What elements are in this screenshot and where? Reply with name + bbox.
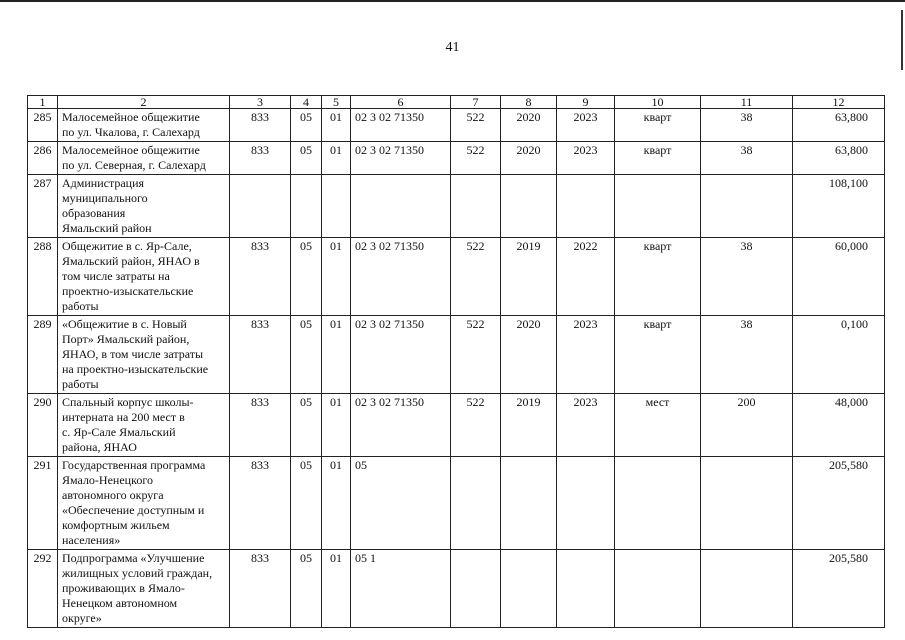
cell-col-10	[615, 457, 701, 550]
row-name-line: образования	[62, 206, 126, 220]
cell-col-11	[701, 457, 793, 550]
row-name-line: «Обеспечение доступным и	[62, 503, 205, 517]
row-name-line: работы	[62, 377, 99, 391]
col-header-4: 4	[291, 96, 322, 109]
cell-col-5: 01	[322, 316, 351, 394]
row-name-line: ЯНАО, в том числе затраты	[62, 347, 204, 361]
cell-col-9	[557, 550, 615, 628]
row-name	[58, 142, 230, 175]
cell-col-5: 01	[322, 457, 351, 550]
header-row	[28, 96, 885, 109]
row-name-line: комфортным жильем	[62, 518, 170, 532]
table-row	[28, 238, 885, 316]
cell-col-11: 38	[701, 109, 793, 142]
row-name-line: по ул. Северная, г. Салехард	[62, 158, 206, 172]
row-number: 285	[28, 109, 58, 142]
cell-col-12: 108,100	[793, 175, 885, 238]
row-name-line: Малосемейное общежитие	[62, 143, 200, 157]
cell-col-9: 2023	[557, 394, 615, 457]
row-name-line: Малосемейное общежитие	[62, 110, 200, 124]
row-name-line: Ненецком автономном	[62, 596, 178, 610]
cell-col-4: 05	[291, 238, 322, 316]
cell-col-3	[230, 175, 291, 238]
cell-col-11: 38	[701, 316, 793, 394]
cell-col-12: 205,580	[793, 550, 885, 628]
cell-col-9: 2023	[557, 109, 615, 142]
col-header-5: 5	[322, 96, 351, 109]
cell-col-10: кварт	[615, 316, 701, 394]
cell-col-5: 01	[322, 142, 351, 175]
row-name-line: Спальный корпус школы-	[62, 395, 194, 409]
row-name-line: с. Яр-Сале Ямальский	[62, 425, 176, 439]
cell-col-5: 01	[322, 109, 351, 142]
row-name-line: Ямало-Ненецкого	[62, 473, 153, 487]
cell-col-4: 05	[291, 142, 322, 175]
cell-col-7: 522	[451, 142, 501, 175]
row-name-line: района, ЯНАО	[62, 440, 137, 454]
row-number: 286	[28, 142, 58, 175]
col-header-11: 11	[701, 96, 793, 109]
cell-col-10	[615, 550, 701, 628]
cell-col-6: 02 3 02 71350	[351, 394, 451, 457]
row-name-line: Порт» Ямальский район,	[62, 332, 190, 346]
row-name-line: по ул. Чкалова, г. Салехард	[62, 125, 200, 139]
page-number: 41	[445, 40, 460, 55]
table-row	[28, 109, 885, 142]
cell-col-12: 48,000	[793, 394, 885, 457]
col-header-8: 8	[501, 96, 557, 109]
row-name-line: проживающих в Ямало-	[62, 581, 185, 595]
cell-col-6: 05 1	[351, 550, 451, 628]
cell-col-8: 2020	[501, 316, 557, 394]
row-name-line: Администрация	[62, 176, 145, 190]
cell-col-6: 02 3 02 71350	[351, 142, 451, 175]
cell-col-9: 2023	[557, 142, 615, 175]
row-name-line: жилищных условий граждан,	[62, 566, 213, 580]
table-row	[28, 175, 885, 238]
cell-col-7: 522	[451, 394, 501, 457]
cell-col-3: 833	[230, 142, 291, 175]
row-name-line: проектно-изыскательские	[62, 284, 194, 298]
col-header-7: 7	[451, 96, 501, 109]
cell-col-11: 38	[701, 238, 793, 316]
row-name-line: Государственная программа	[62, 458, 206, 472]
row-name-line: округе»	[62, 611, 102, 625]
row-name-line: Ямальский район	[62, 221, 152, 235]
cell-col-10: кварт	[615, 109, 701, 142]
row-name	[58, 394, 230, 457]
row-number: 290	[28, 394, 58, 457]
row-name	[58, 550, 230, 628]
cell-col-3: 833	[230, 316, 291, 394]
top-rule	[0, 0, 905, 2]
cell-col-4	[291, 175, 322, 238]
table-row	[28, 550, 885, 628]
cell-col-5	[322, 175, 351, 238]
cell-col-12: 63,800	[793, 142, 885, 175]
cell-col-3: 833	[230, 238, 291, 316]
cell-col-3: 833	[230, 109, 291, 142]
col-header-9: 9	[557, 96, 615, 109]
cell-col-11	[701, 550, 793, 628]
cell-col-7	[451, 457, 501, 550]
cell-col-6	[351, 175, 451, 238]
cell-col-10: кварт	[615, 142, 701, 175]
cell-col-9: 2022	[557, 238, 615, 316]
cell-col-12: 205,580	[793, 457, 885, 550]
cell-col-3: 833	[230, 550, 291, 628]
cell-col-9	[557, 457, 615, 550]
cell-col-3: 833	[230, 457, 291, 550]
budget-table	[27, 95, 885, 628]
row-name-line: Ямальский район, ЯНАО в	[62, 254, 200, 268]
cell-col-8: 2020	[501, 109, 557, 142]
cell-col-5: 01	[322, 550, 351, 628]
row-name-line: муниципального	[62, 191, 148, 205]
row-name-line: «Общежитие в с. Новый	[62, 317, 187, 331]
row-name	[58, 109, 230, 142]
cell-col-8	[501, 175, 557, 238]
cell-col-7: 522	[451, 109, 501, 142]
col-header-12: 12	[793, 96, 885, 109]
cell-col-4: 05	[291, 550, 322, 628]
cell-col-12: 60,000	[793, 238, 885, 316]
cell-col-10	[615, 175, 701, 238]
row-name-line: автономного округа	[62, 488, 164, 502]
cell-col-8	[501, 550, 557, 628]
cell-col-6: 05	[351, 457, 451, 550]
cell-col-6: 02 3 02 71350	[351, 316, 451, 394]
cell-col-8: 2019	[501, 394, 557, 457]
cell-col-11: 200	[701, 394, 793, 457]
cell-col-4: 05	[291, 394, 322, 457]
row-name-line: интерната на 200 мест в	[62, 410, 185, 424]
cell-col-8: 2020	[501, 142, 557, 175]
cell-col-5: 01	[322, 394, 351, 457]
table-row	[28, 457, 885, 550]
table-row	[28, 394, 885, 457]
cell-col-10: кварт	[615, 238, 701, 316]
cell-col-7: 522	[451, 316, 501, 394]
cell-col-9: 2023	[557, 316, 615, 394]
row-number: 288	[28, 238, 58, 316]
row-number: 289	[28, 316, 58, 394]
cell-col-7	[451, 175, 501, 238]
cell-col-8	[501, 457, 557, 550]
cell-col-7: 522	[451, 238, 501, 316]
row-name-line: Общежитие в с. Яр-Сале,	[62, 239, 192, 253]
row-name-line: населения»	[62, 533, 121, 547]
cell-col-6: 02 3 02 71350	[351, 109, 451, 142]
row-name	[58, 175, 230, 238]
cell-col-9	[557, 175, 615, 238]
row-number: 287	[28, 175, 58, 238]
col-header-3: 3	[230, 96, 291, 109]
row-name	[58, 316, 230, 394]
table-row	[28, 142, 885, 175]
cell-col-10: мест	[615, 394, 701, 457]
cell-col-4: 05	[291, 457, 322, 550]
cell-col-5: 01	[322, 238, 351, 316]
cell-col-12: 0,100	[793, 316, 885, 394]
row-name-line: том числе затраты на	[62, 269, 170, 283]
row-name	[58, 238, 230, 316]
cell-col-4: 05	[291, 109, 322, 142]
col-header-1: 1	[28, 96, 58, 109]
row-name	[58, 457, 230, 550]
cell-col-6: 02 3 02 71350	[351, 238, 451, 316]
cell-col-7	[451, 550, 501, 628]
cell-col-12: 63,800	[793, 109, 885, 142]
col-header-6: 6	[351, 96, 451, 109]
cell-col-8: 2019	[501, 238, 557, 316]
cell-col-3: 833	[230, 394, 291, 457]
row-name-line: работы	[62, 299, 99, 313]
row-name-line: Подпрограмма «Улучшение	[62, 551, 205, 565]
row-number: 292	[28, 550, 58, 628]
row-name-line: на проектно-изыскательские	[62, 362, 209, 376]
col-header-2: 2	[58, 96, 230, 109]
cell-col-4: 05	[291, 316, 322, 394]
table-row	[28, 316, 885, 394]
col-header-10: 10	[615, 96, 701, 109]
cell-col-11: 38	[701, 142, 793, 175]
row-number: 291	[28, 457, 58, 550]
cell-col-11	[701, 175, 793, 238]
